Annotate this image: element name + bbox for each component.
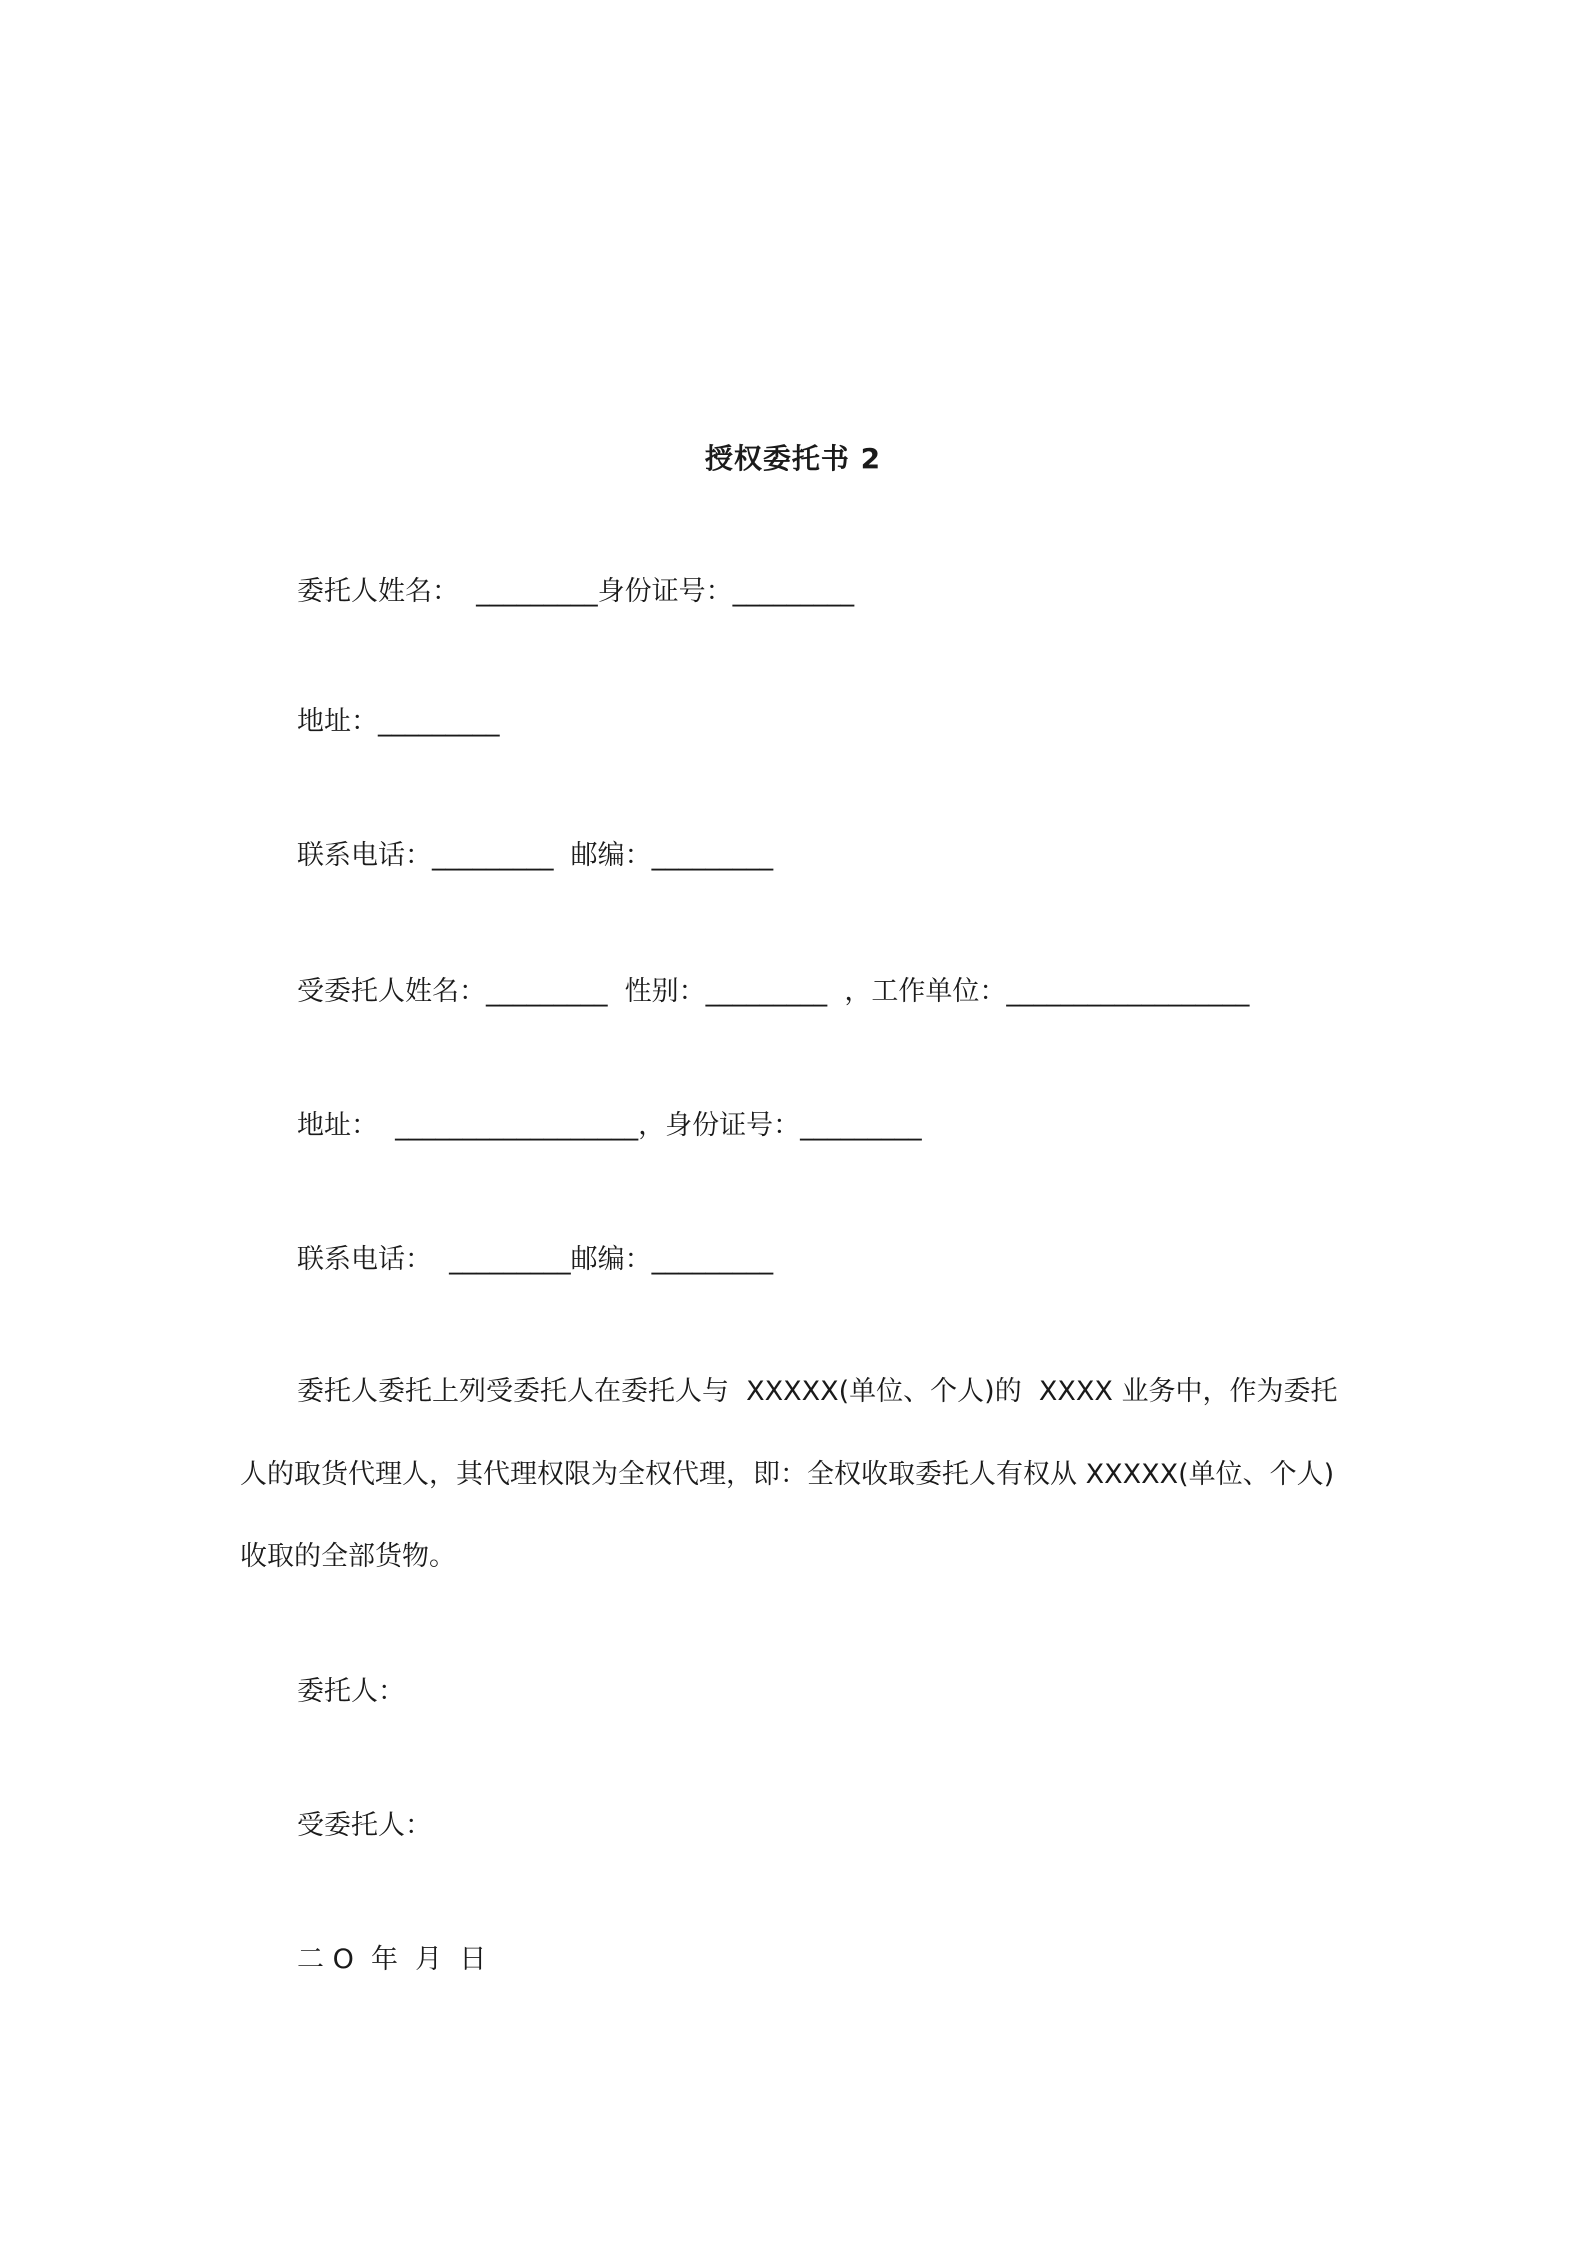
agent-address-id-line: 地址： __________________，身份证号：_________ — [297, 1110, 922, 1141]
date-line: 二 O 年 月 日 — [297, 1944, 487, 1975]
document-title: 授权委托书 2 — [704, 442, 882, 475]
principal-address-line: 地址：_________ — [297, 706, 500, 737]
body-paragraph-line-3: 收取的全部货物。 — [240, 1541, 456, 1572]
principal-phone-zip-line: 联系电话：_________ 邮编：_________ — [297, 840, 774, 871]
agent-signature-label: 受委托人： — [297, 1810, 432, 1841]
body-paragraph-line-1: 委托人委托上列受委托人在委托人与 XXXXX(单位、个人)的 XXXX 业务中，作为委托 — [297, 1376, 1338, 1407]
principal-name-id-line: 委托人姓名： _________身份证号：_________ — [297, 576, 855, 607]
principal-signature-label: 委托人： — [297, 1676, 405, 1707]
agent-phone-zip-line: 联系电话： _________邮编：_________ — [297, 1244, 774, 1275]
body-paragraph-line-2: 人的取货代理人，其代理权限为全权代理，即：全权收取委托人有权从 XXXXX(单位、个人) — [240, 1459, 1335, 1490]
agent-name-gender-employer-line: 受委托人姓名：_________ 性别：_________ ，工作单位：__________________ — [297, 976, 1250, 1007]
